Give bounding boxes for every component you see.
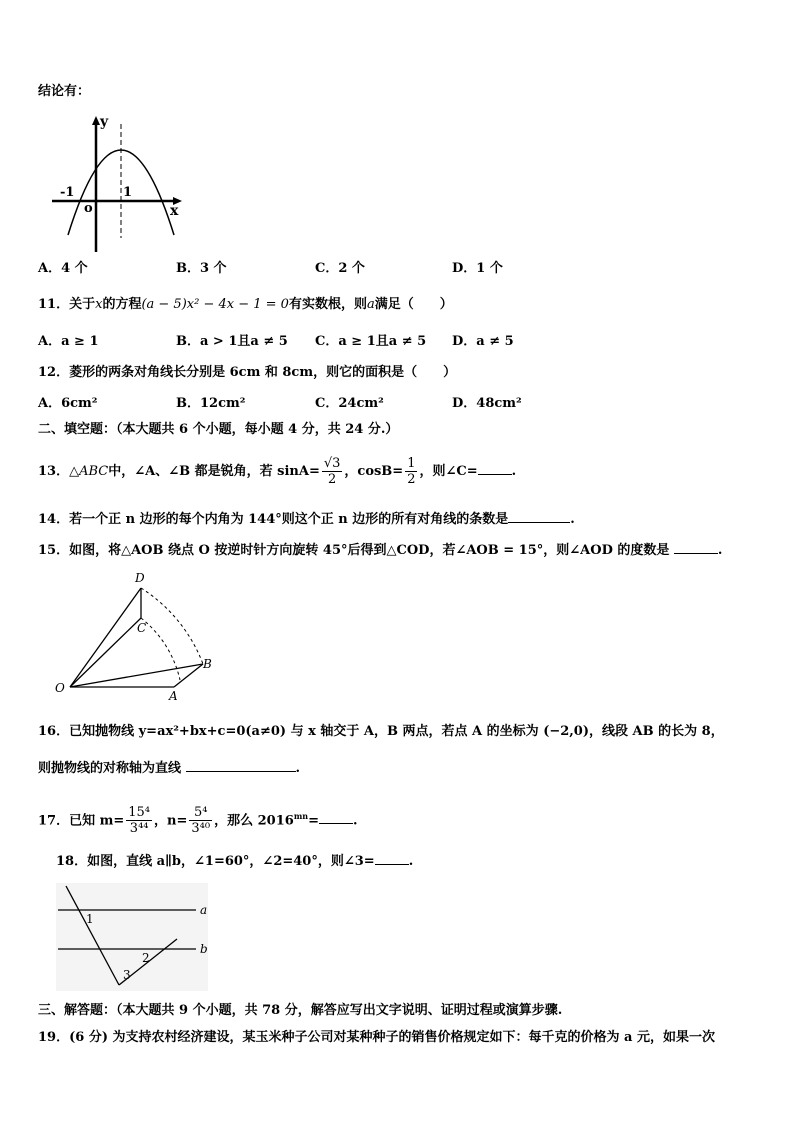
question-17: 17．已知 m= $\frac{\text{15⁴}}{\text{3⁴⁴}}$ ，n= $\frac{\text{5⁴}}{\text{3⁴⁰}}$ ，那么 $2016^{mn}=$ . — [38, 805, 358, 837]
answer-blank — [508, 510, 570, 523]
line-a-label: a — [200, 903, 208, 917]
q11-option-d: D．a ≠ 5 — [452, 334, 514, 349]
point-o-label: O — [55, 681, 65, 695]
q12-option-c: C．24cm² — [315, 396, 384, 411]
cos-fraction: $\frac{1}{2}$ — [407, 456, 416, 487]
answer-blank — [319, 811, 353, 824]
sin-fraction: $\frac{√3}{2}$ — [323, 456, 341, 487]
question-18: 18．如图，直线 a∥b，∠1=60°，∠2=40°，则∠3= . — [56, 854, 414, 869]
y-axis-label: y — [100, 114, 109, 130]
n-fraction: $\frac{\text{5⁴}}{\text{3⁴⁰}}$ — [191, 805, 211, 837]
question-14: 14．若一个正 n 边形的每个内角为 144°则这个正 n 边形的所有对角线的条数是 . — [38, 512, 575, 527]
section-3-heading: 三、解答题：（本大题共 9 个小题，共 78 分，解答应写出文字说明、证明过程或演算步骤. — [38, 1003, 563, 1018]
section-2-heading: 二、填空题：（本大题共 6 个小题，每小题 4 分，共 24 分.） — [38, 422, 399, 437]
answer-blank — [674, 541, 718, 554]
question-15: 15．如图，将△AOB 绕点 O 按逆时针方向旋转 45°后得到△COD，若∠AOB = 15°，则∠AOD 的度数是 . — [38, 543, 723, 558]
point-d-label: D — [135, 571, 145, 585]
question-11: 11．关于x的方程(a − 5)x² − 4x − 1 = 0有实数根，则a满足（ ） — [38, 297, 453, 312]
q10-option-d: D．1 个 — [452, 261, 503, 276]
q12-option-d: D．48cm² — [452, 396, 522, 411]
q11-option-a: A．a ≥ 1 — [38, 334, 99, 349]
answer-blank — [375, 852, 409, 865]
q11-option-b: B．a > 1且a ≠ 5 — [176, 334, 288, 349]
line-b-label: b — [200, 942, 208, 956]
rotation-figure — [50, 570, 225, 705]
q11-option-c: C．a ≥ 1且a ≠ 5 — [315, 334, 427, 349]
angle-2-label: 2 — [142, 951, 150, 965]
question-12: 12．菱形的两条对角线长分别是 6cm 和 8cm，则它的面积是（ ） — [38, 365, 457, 380]
question-16-line-2: 则抛物线的对称轴为直线 . — [38, 761, 301, 776]
point-c-label: C — [137, 621, 147, 635]
question-16-line-1: 16．已知抛物线 y=ax²+bx+c=0(a≠0) 与 x 轴交于 A，B 两点，若点 A 的坐标为 (−2,0)，线段 AB 的长为 8， — [38, 724, 724, 739]
q10-option-b: B．3 个 — [176, 261, 227, 276]
origin-label: o — [84, 201, 93, 216]
minus-one-label: -1 — [60, 185, 75, 200]
question-13: 13．△ABC中，∠A、∠B 都是锐角，若 sinA= $\frac{√3}{2}$ ，cosB= $\frac{1}{2}$ ，则∠C= . — [38, 456, 517, 487]
one-label: 1 — [123, 185, 133, 200]
parabola-figure — [44, 110, 194, 255]
answer-blank — [186, 759, 296, 772]
m-fraction: $\frac{\text{15⁴}}{\text{3⁴⁴}}$ — [128, 805, 151, 837]
answer-blank — [478, 462, 512, 475]
angle-3-label: 3 — [123, 968, 131, 982]
q10-option-a: A．4 个 — [38, 261, 88, 276]
question-19: 19．(6 分) 为支持农村经济建设，某玉米种子公司对某种种子的销售价格规定如下：每千克的价格为 a 元，如果一次 — [38, 1030, 715, 1045]
q12-option-b: B．12cm² — [176, 396, 246, 411]
intro-text: 结论有： — [38, 84, 91, 99]
point-b-label: B — [203, 657, 212, 671]
parallel-lines-figure — [56, 883, 216, 993]
q10-option-c: C．2 个 — [315, 261, 365, 276]
point-a-label: A — [169, 689, 178, 703]
angle-1-label: 1 — [86, 912, 94, 926]
q12-option-a: A．6cm² — [38, 396, 98, 411]
x-axis-label: x — [170, 203, 179, 219]
